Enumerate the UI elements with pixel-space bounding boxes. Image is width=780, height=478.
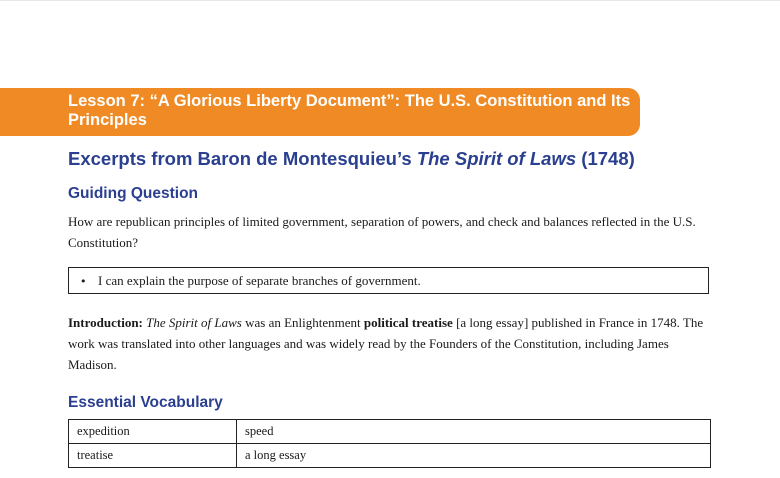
excerpt-heading (68, 148, 635, 170)
introduction-term: political treatise (363, 315, 453, 330)
objective-item (80, 273, 421, 289)
page-top-border (0, 0, 780, 1)
excerpt-heading-prefix: Excerpts from Baron de Montesquieu’s (68, 148, 417, 169)
guiding-question-text: How are republican principles of limited government, separation of powers, and check and balances reflected in the U.S. Constitution? (68, 214, 696, 250)
bullet-icon: • (80, 275, 87, 288)
introduction-text-part2: [a long essay] published in France in 1748. The work was translated into other languages and was widely read by the Founders of the Constitution, including James Madison. (68, 315, 704, 372)
objective-text: I can explain the purpose of separate branches of government. (98, 273, 421, 288)
table-row (69, 420, 711, 444)
vocabulary-heading: Essential Vocabulary (68, 394, 223, 411)
lesson-banner (0, 88, 640, 136)
excerpt-work-title: The Spirit of Laws (416, 148, 577, 169)
lesson-title: Lesson 7: “A Glorious Liberty Document”: The U.S. Constitution and Its Principles (68, 92, 631, 129)
vocab-definition: a long essay (237, 444, 711, 468)
objective-box (68, 267, 709, 294)
introduction-label: Introduction: (68, 315, 143, 330)
excerpt-year: (1748) (576, 148, 635, 169)
introduction-work-title: The Spirit of Laws (146, 315, 242, 330)
vocab-term: treatise (69, 444, 237, 468)
introduction-paragraph (68, 312, 718, 375)
introduction-text-part1: was an Enlightenment (241, 315, 364, 330)
guiding-question-heading: Guiding Question (68, 185, 199, 202)
vocab-definition: speed (237, 420, 711, 444)
table-row (69, 444, 711, 468)
vocabulary-table (68, 419, 711, 468)
vocab-term: expedition (69, 420, 237, 444)
